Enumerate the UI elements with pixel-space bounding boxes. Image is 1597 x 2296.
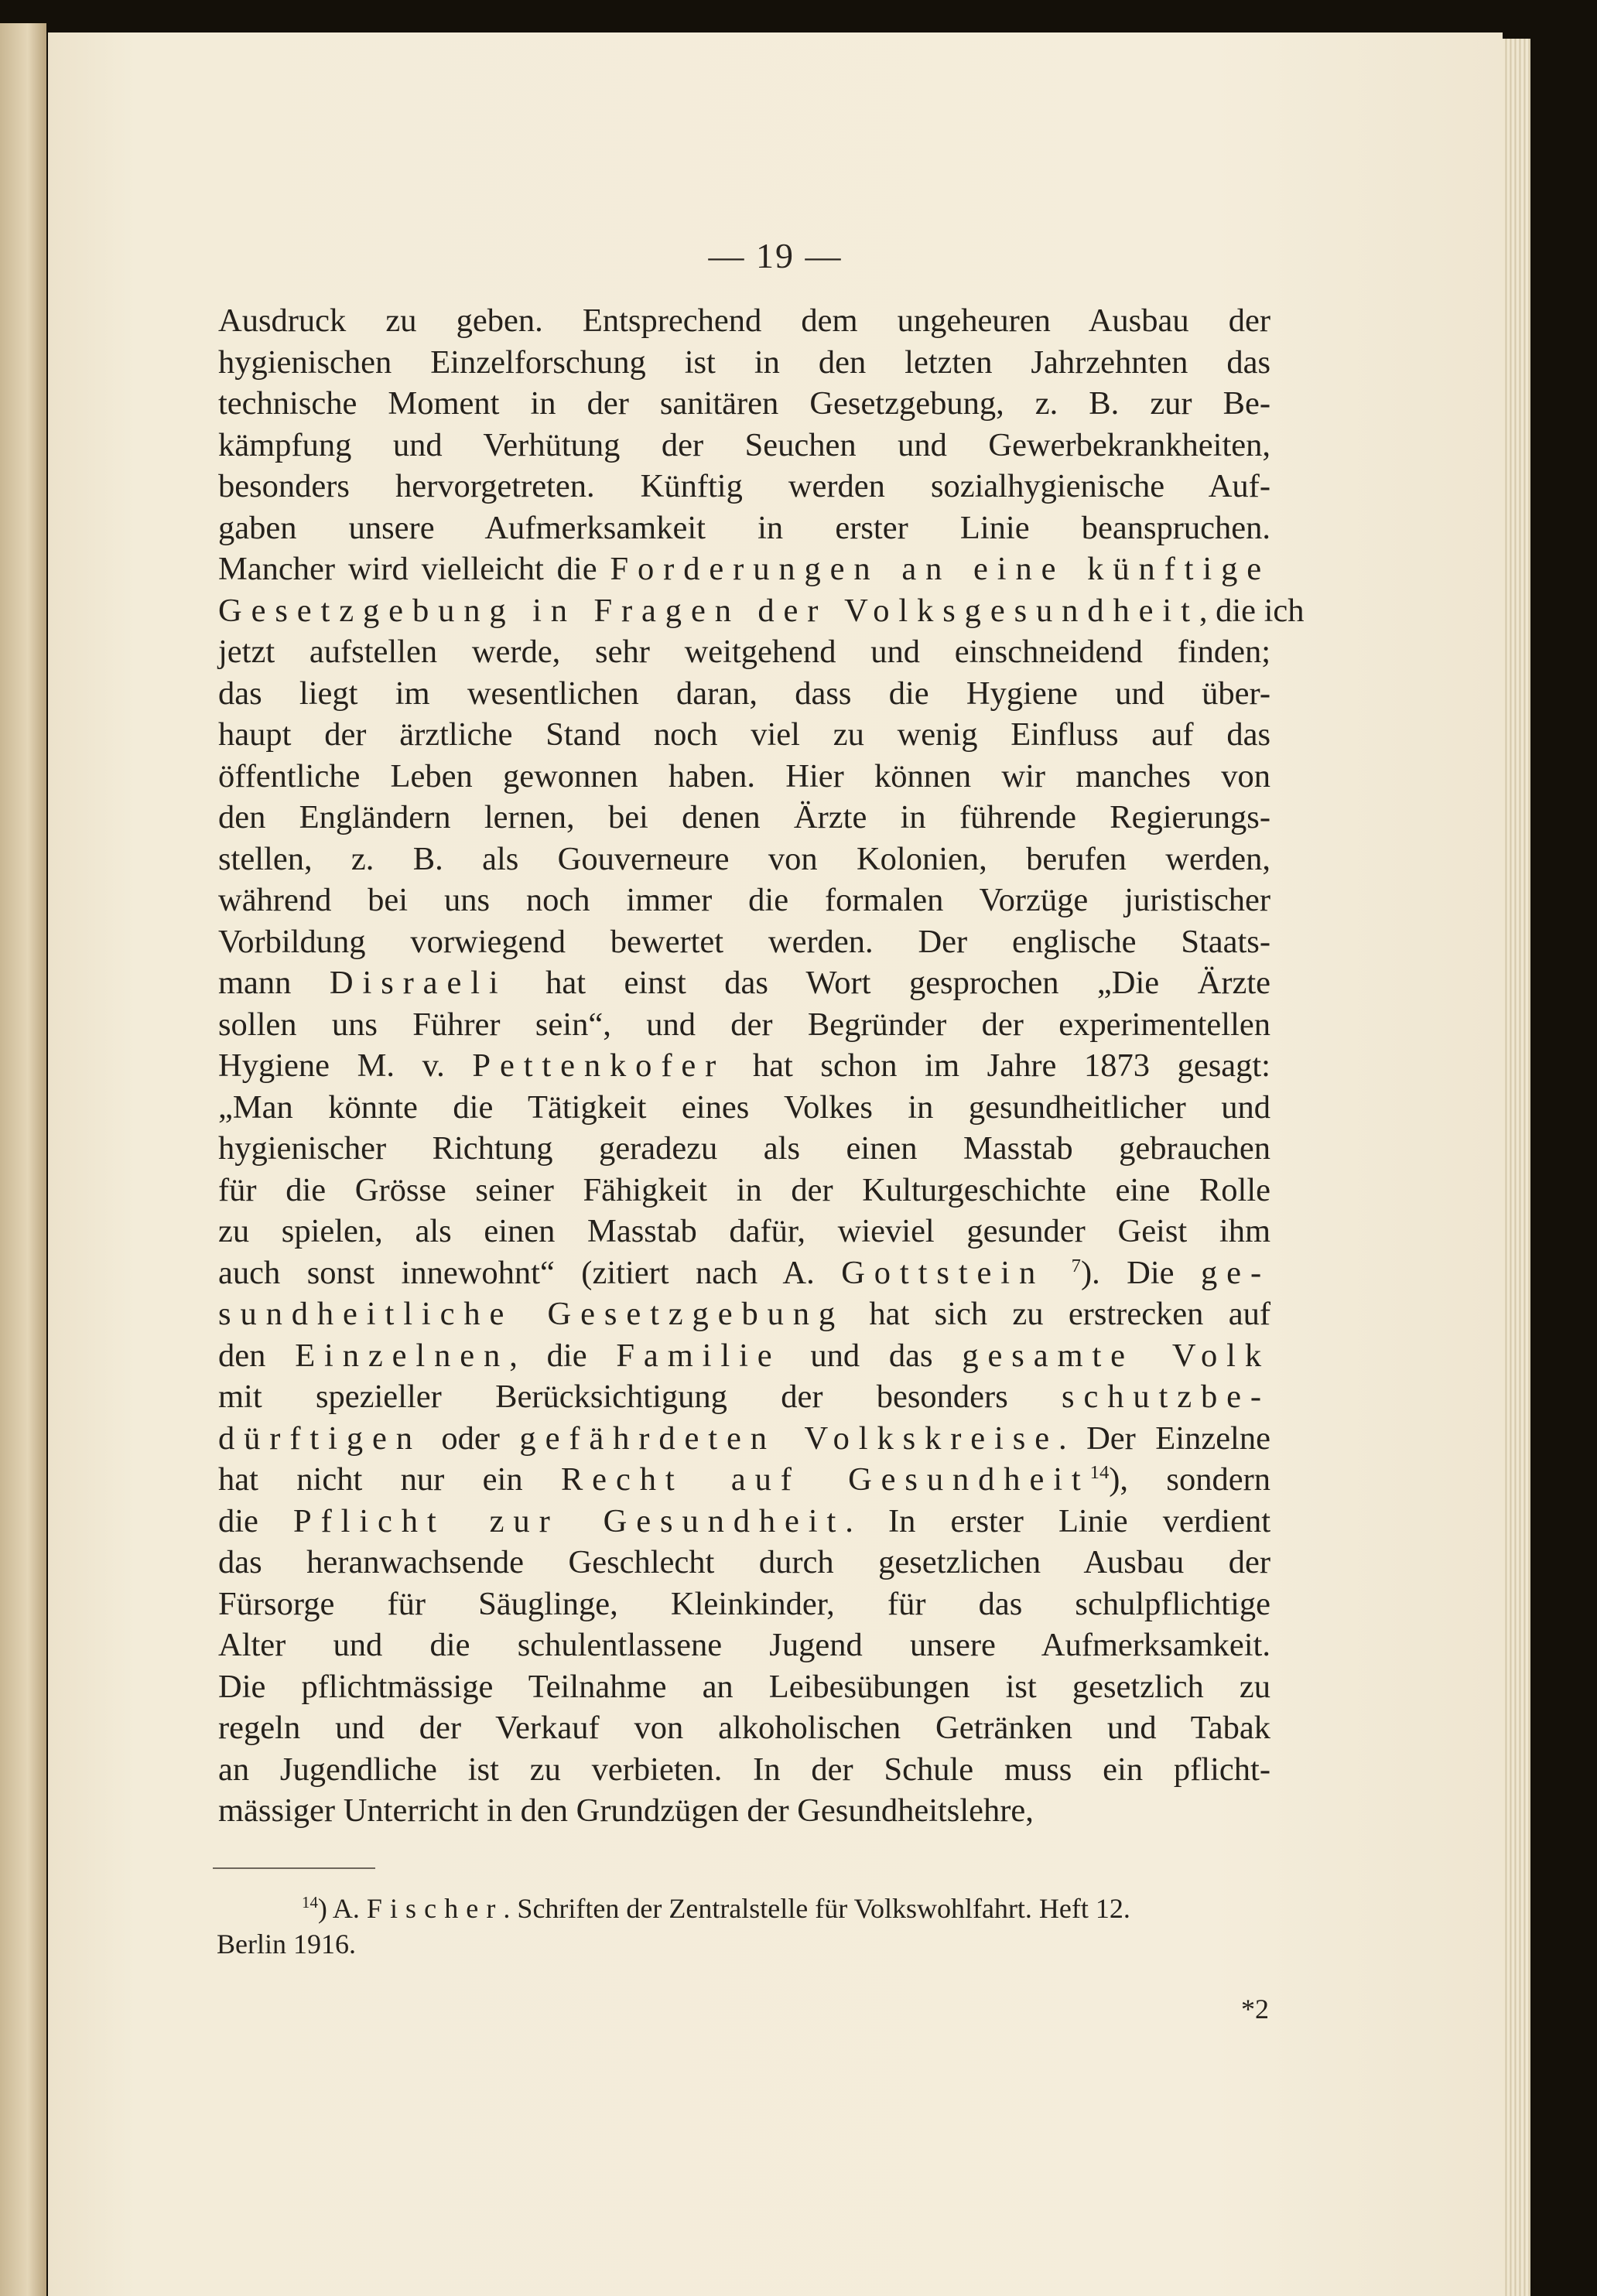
text-line — [218, 1252, 1270, 1294]
text-run: Fürsorge für Säuglinge, Kleinkinder, für das schulpflichtige — [218, 1585, 1270, 1622]
text-run: und das — [781, 1337, 963, 1374]
text-run: Hygiene M. v. — [218, 1047, 473, 1084]
text-run: haupt der ärztliche Stand noch viel zu wenig Einfluss auf das — [218, 716, 1270, 753]
footnote-divider — [213, 1867, 375, 1869]
text-run: ), sondern — [1109, 1461, 1270, 1498]
text-line — [218, 839, 1270, 880]
spaced-emphasis: Forderungen an eine künftige — [610, 551, 1270, 587]
spaced-emphasis: Gottstein — [841, 1254, 1045, 1291]
text-line — [218, 1128, 1270, 1170]
text-run: Ausdruck zu geben. Entsprechend dem ungeheuren Ausbau der — [218, 302, 1270, 339]
main-text — [218, 300, 1305, 1832]
text-line — [218, 756, 1270, 798]
text-run: für die Grösse seiner Fähigkeit in der Kulturgeschichte eine Rolle — [218, 1171, 1270, 1208]
text-line — [218, 1707, 1270, 1749]
text-line — [218, 1790, 1270, 1832]
text-run: Die pflichtmässige Teilnahme an Leibesübungen ist gesetzlich zu — [218, 1668, 1270, 1705]
spaced-emphasis: sundheitliche Gesetzgebung — [218, 1296, 845, 1332]
text-run: die — [218, 1502, 294, 1539]
text-run: mässiger Unterricht in den Grundzügen der Gesundheitslehre, — [218, 1792, 1034, 1829]
text-run: , die — [509, 1337, 617, 1374]
text-line — [218, 1004, 1270, 1046]
text-run — [1045, 1255, 1071, 1291]
spaced-emphasis: Pflicht zur Gesundheit — [293, 1502, 846, 1539]
spaced-emphasis: Recht auf Gesundheit — [560, 1461, 1090, 1498]
footnote-marker: 14 — [302, 1893, 318, 1912]
text-run: hat nicht nur ein — [218, 1461, 561, 1498]
footnote-reference: 14 — [1089, 1461, 1110, 1483]
text-line — [218, 300, 1270, 342]
text-line — [218, 673, 1270, 715]
text-line — [218, 1459, 1270, 1501]
footnote — [217, 1891, 1270, 1962]
text-line — [218, 1542, 1270, 1584]
text-line — [218, 383, 1270, 425]
spaced-emphasis: schutzbe- — [1062, 1379, 1270, 1415]
spaced-emphasis: ge- — [1201, 1254, 1270, 1291]
text-run: technische Moment in der sanitären Gesetzgebung, z. B. zur Be- — [218, 385, 1270, 422]
text-line — [218, 1376, 1270, 1418]
text-run: mit spezieller Berücksichtigung der besonders — [218, 1379, 1062, 1415]
text-line — [218, 1501, 1270, 1543]
text-line — [218, 466, 1270, 507]
text-run: kämpfung und Verhütung der Seuchen und Gewerbekrankheiten, — [218, 426, 1270, 463]
text-line — [218, 1666, 1270, 1708]
spaced-emphasis: Pettenkofer — [472, 1047, 726, 1084]
text-run: hat sich zu erstrecken auf — [844, 1296, 1270, 1332]
adjacent-page-edge — [0, 23, 46, 2296]
text-run: Mancher wird vielleicht die — [218, 551, 610, 587]
spaced-emphasis: Einzelnen — [295, 1337, 510, 1374]
text-line — [218, 1211, 1270, 1252]
text-run: besonders hervorgetreten. Künftig werden sozialhygienische Auf- — [218, 468, 1270, 504]
text-line — [218, 548, 1270, 590]
text-line — [218, 507, 1270, 549]
text-run: zu spielen, als einen Masstab dafür, wieviel gesunder Geist ihm — [218, 1213, 1270, 1249]
text-run: hygienischen Einzelforschung ist in den letzten Jahrzehnten das — [218, 343, 1270, 381]
spaced-emphasis: gefährdeten Volkskreise — [519, 1420, 1058, 1457]
text-line — [218, 1293, 1270, 1335]
text-run: den Engländern lernen, bei denen Ärzte in führende Regierungs- — [218, 799, 1270, 835]
text-line — [218, 1749, 1270, 1791]
spaced-emphasis: gesamte Volk — [962, 1337, 1271, 1374]
text-run: „Man könnte die Tätigkeit eines Volkes in gesundheitlicher und — [218, 1088, 1270, 1126]
spaced-emphasis: dürftigen — [218, 1420, 422, 1457]
footnote-text: . Schriften der Zentralstelle für Volkswohlfahrt. Heft 12. — [503, 1893, 1130, 1924]
text-line — [218, 1087, 1270, 1129]
text-line — [218, 1418, 1270, 1460]
text-run: ). Die — [1080, 1254, 1202, 1291]
text-line — [218, 590, 1305, 632]
text-run: sollen uns Führer sein“, und der Begründer der experimentellen — [218, 1006, 1270, 1043]
text-run: mann — [218, 965, 330, 1001]
footnote-marker-suffix: ) A. — [317, 1893, 367, 1924]
text-run: , die ich — [1199, 592, 1305, 629]
text-run: Vorbildung vorwiegend bewertet werden. Der englische Staats- — [218, 923, 1270, 960]
text-run: das heranwachsende Geschlecht durch gesetzlichen Ausbau der — [218, 1544, 1270, 1580]
page-number: — 19 — — [708, 236, 843, 275]
text-run: stellen, z. B. als Gouverneure von Kolonien, berufen werden, — [218, 840, 1270, 877]
text-line — [218, 1170, 1270, 1211]
footnote-line-2: Berlin 1916. — [217, 1929, 356, 1959]
text-line — [218, 631, 1270, 673]
text-line — [218, 962, 1270, 1004]
text-line — [218, 880, 1270, 921]
text-run: während bei uns noch immer die formalen Vorzüge juristischer — [218, 882, 1270, 918]
page-stack-edges — [1503, 39, 1530, 2296]
text-run: oder — [421, 1420, 520, 1457]
text-run: hat einst das Wort gesprochen „Die Ärzte — [507, 965, 1271, 1001]
text-run: jetzt aufstellen werde, sehr weitgehend und einschneidend finden; — [218, 634, 1270, 670]
text-run: öffentliche Leben gewonnen haben. Hier können wir manches von — [218, 757, 1270, 794]
text-run: . In erster Linie verdient — [845, 1502, 1270, 1539]
text-run: hygienischer Richtung geradezu als einen Masstab gebrauchen — [218, 1130, 1270, 1167]
text-run: auch sonst innewohnt“ (zitiert nach A. — [218, 1254, 842, 1291]
text-line — [218, 342, 1270, 384]
text-run: den — [218, 1337, 296, 1374]
text-line — [218, 921, 1270, 963]
text-run: gaben unsere Aufmerksamkeit in erster Linie beanspruchen. — [218, 509, 1270, 546]
book-page — [48, 32, 1503, 2296]
footnote-author: Fischer — [366, 1893, 504, 1924]
text-line — [218, 425, 1270, 466]
text-run: hat schon im Jahre 1873 gesagt: — [725, 1047, 1270, 1084]
text-run: an Jugendliche ist zu verbieten. In der Schule muss ein pflicht- — [218, 1751, 1270, 1788]
spaced-emphasis: Gesetzgebung in Fragen der Volksgesundheit — [218, 592, 1199, 629]
text-line — [218, 714, 1270, 756]
footnote-line-1 — [217, 1891, 1270, 1926]
text-line — [218, 797, 1270, 839]
text-run: Alter und die schulentlassene Jugend unsere Aufmerksamkeit. — [218, 1627, 1270, 1663]
signature-mark: *2 — [1241, 1994, 1269, 2024]
text-run: das liegt im wesentlichen daran, dass die Hygiene und über- — [218, 675, 1270, 712]
text-line — [218, 1335, 1270, 1377]
text-line — [218, 1045, 1270, 1087]
spaced-emphasis: Disraeli — [329, 965, 508, 1001]
spaced-emphasis: Familie — [616, 1337, 781, 1374]
text-line — [218, 1584, 1270, 1625]
text-run: . Der Einzelne — [1058, 1420, 1270, 1457]
text-line — [218, 1625, 1270, 1666]
footnote-reference: 7 — [1071, 1255, 1081, 1276]
text-run: regeln und der Verkauf von alkoholischen Getränken und Tabak — [218, 1710, 1270, 1746]
